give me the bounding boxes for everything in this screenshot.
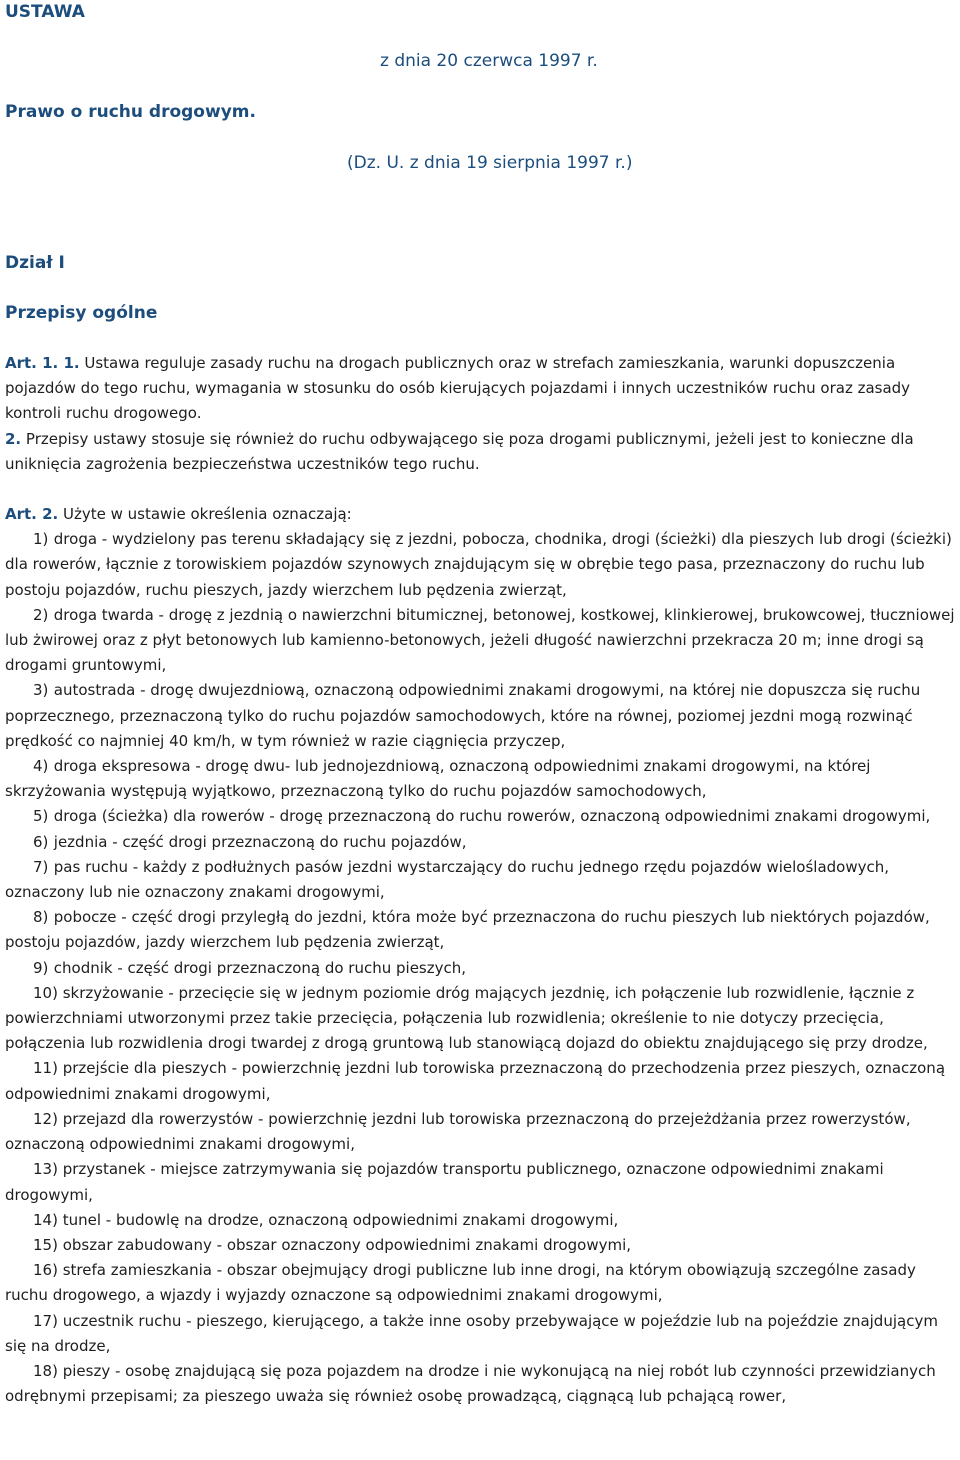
definition-item <box>5 905 957 955</box>
art2-intro-text: Użyte w ustawie określenia oznaczają: <box>63 505 352 524</box>
definition-number: 12) <box>33 1109 58 1128</box>
definition-text: przejście dla pieszych - powierzchnię jezdni lub torowiska przeznaczoną do przechodzenia przez pieszych, oznaczoną odpowiednimi znakami drogowymi, <box>5 1059 946 1103</box>
art1-paragraph-2 <box>5 427 957 477</box>
definition-number: 10) <box>33 983 58 1002</box>
definition-number: 15) <box>33 1235 58 1254</box>
definition-text: droga twarda - drogę z jezdnią o nawierzchni bitumicznej, betonowej, kostkowej, klinkierowej, brukowcowej, tłuczniowej lub żwirowej oraz z płyt betonowych lub kamienno-betonowych, jeżeli długość nawierzchni przekracza 20 m; inne drogi są drogami gruntowymi, <box>5 605 955 675</box>
definition-text: pas ruchu - każdy z podłużnych pasów jezdni wystarczający do ruchu jednego rzędu pojazdów wielośladowych, oznaczony lub nie oznaczony znakami drogowymi, <box>5 857 890 902</box>
definition-text: uczestnik ruchu - pieszego, kierującego, a także inne osoby przebywające w pojeździe lub na pojeździe znajdującym się na drodze, <box>5 1311 938 1355</box>
definition-number: 18) <box>33 1361 58 1380</box>
definition-item <box>5 956 957 981</box>
art2-definitions-list <box>5 527 957 1409</box>
definition-number: 7) <box>33 857 49 876</box>
definition-text: strefa zamieszkania - obszar obejmujący drogi publiczne lub inne drogi, na którym obowiązują szczególne zasady ruchu drogowego, a wjazdy i wyjazdy oznaczone są odpowiednimi znakami drogowymi, <box>5 1261 916 1305</box>
definition-item <box>5 830 957 855</box>
definition-text: droga (ścieżka) dla rowerów - drogę przeznaczoną do ruchu rowerów, oznaczoną odpowiednimi znakami drogowymi, <box>53 807 931 826</box>
document-date: z dnia 20 czerwca 1997 r. <box>380 51 598 71</box>
definition-number: 5) <box>33 807 49 826</box>
definition-number: 8) <box>33 908 49 927</box>
definition-text: obszar zabudowany - obszar oznaczony odpowiednimi znakami drogowymi, <box>62 1235 632 1254</box>
publication-reference: (Dz. U. z dnia 19 sierpnia 1997 r.) <box>347 153 633 173</box>
spacer <box>5 477 957 502</box>
art2-intro <box>5 502 957 527</box>
definition-text: droga - wydzielony pas terenu składający się z jezdni, pobocza, chodnika, drogi (ścieżki) dla pieszych lub drogi (ścieżki) dla rowerów, łącznie z torowiskiem pojazdów szynowych znajdującym się w obrębie tego pasa, przeznaczony do ruchu lub postoju pojazdów, ruchu pieszych, jazdy wierzchem lub pędzenia zwierząt, <box>5 530 952 599</box>
art1-p2-text: Przepisy ustawy stosuje się również do ruchu odbywającego się poza drogami publicznymi, jeżeli jest to konieczne dla uniknięcia zagrożenia bezpieczeństwa uczestników tego ruchu. <box>5 429 914 473</box>
definition-number: 2) <box>33 605 49 624</box>
body-text <box>5 351 957 1409</box>
definition-item <box>5 1233 957 1258</box>
definition-text: przejazd dla rowerzystów - powierzchnię jezdni lub torowiska przeznaczoną do przejeżdżania przez rowerzystów, oznaczoną odpowiednimi znakami drogowymi, <box>5 1109 911 1154</box>
definition-text: autostrada - drogę dwujezdniową, oznaczoną odpowiednimi znakami drogowymi, na której nie dopuszcza się ruchu poprzecznego, przeznaczoną tylko do ruchu pojazdów samochodowych, które na równej, poziomej jezdni mogą rozwinąć prędkość co najmniej 40 km/h, w tym również w razie ciągnięcia przyczep, <box>5 681 921 750</box>
definition-text: pieszy - osobę znajdującą się poza pojazdem na drodze i nie wykonującą na niej robót lub czynności przewidzianych odrębnymi przepisami; za pieszego uważa się również osobę prowadzącą, ciągnącą lub pchającą rower, <box>5 1361 936 1406</box>
definition-text: przystanek - miejsce zatrzymywania się pojazdów transportu publicznego, oznaczone odpowiednimi znakami drogowymi, <box>5 1160 884 1204</box>
definition-item <box>5 1309 957 1359</box>
division-title: Przepisy ogólne <box>5 303 158 323</box>
definition-text: droga ekspresowa - drogę dwu- lub jednojezdniową, oznaczoną odpowiednimi znakami drogowymi, na której skrzyżowania występują wyjątkowo, przeznaczoną tylko do ruchu pojazdów samochodowych, <box>5 757 871 801</box>
definition-number: 14) <box>33 1210 58 1229</box>
definition-text: chodnik - część drogi przeznaczoną do ruchu pieszych, <box>53 958 467 977</box>
definition-item <box>5 1258 957 1308</box>
definition-item <box>5 678 957 754</box>
division-heading: Dział I <box>5 253 65 273</box>
art1-p2-label: 2. <box>5 429 22 448</box>
definition-number: 4) <box>33 757 49 776</box>
definition-item <box>5 1359 957 1409</box>
definition-number: 11) <box>33 1059 58 1078</box>
definition-item <box>5 1208 957 1233</box>
definition-item <box>5 981 957 1057</box>
definition-text: skrzyżowanie - przecięcie się w jednym poziomie dróg mających jezdnię, ich połączenie lub rozwidlenie, łącznie z powierzchniami utworzonymi przez takie przecięcia, połączenia lub rozwidlenia; określenie to nie dotyczy przecięcia, połączenia lub rozwidlenia drogi twardej z drogą gruntową lub stanowiącą dojazd do obiektu znajdującego się przy drodze, <box>5 983 928 1053</box>
definition-text: jezdnia - część drogi przeznaczoną do ruchu pojazdów, <box>53 832 467 851</box>
definition-item <box>5 603 957 679</box>
document-subtitle: Prawo o ruchu drogowym. <box>5 102 256 122</box>
definition-item <box>5 855 957 905</box>
definition-item <box>5 754 957 804</box>
art1-label: Art. 1. 1. <box>5 354 80 372</box>
art2-label: Art. 2. <box>5 505 59 524</box>
definition-number: 17) <box>33 1311 58 1330</box>
art1-p1-text: Ustawa reguluje zasady ruchu na drogach publicznych oraz w strefach zamieszkania, warunki dopuszczenia pojazdów do tego ruchu, wymagania w stosunku do osób kierujących pojazdami i innych uczestników ruchu oraz zasady kontroli ruchu drogowego. <box>5 354 911 423</box>
definition-text: pobocze - część drogi przyległą do jezdni, która może być przeznaczona do ruchu pieszych lub niektórych pojazdów, postoju pojazdów, jazdy wierzchem lub pędzenia zwierząt, <box>5 908 930 952</box>
definition-number: 9) <box>33 958 49 977</box>
definition-number: 13) <box>33 1160 58 1179</box>
definition-number: 16) <box>33 1261 58 1280</box>
definition-item <box>5 527 957 603</box>
definition-number: 3) <box>33 681 49 700</box>
art1-paragraph-1 <box>5 351 957 427</box>
definition-text: tunel - budowlę na drodze, oznaczoną odpowiednimi znakami drogowymi, <box>62 1210 619 1229</box>
definition-item <box>5 1157 957 1207</box>
definition-item <box>5 1056 957 1106</box>
definition-item <box>5 804 957 829</box>
definition-number: 6) <box>33 832 49 851</box>
document-title: USTAWA <box>5 2 85 22</box>
definition-item <box>5 1107 957 1157</box>
definition-number: 1) <box>33 530 49 549</box>
